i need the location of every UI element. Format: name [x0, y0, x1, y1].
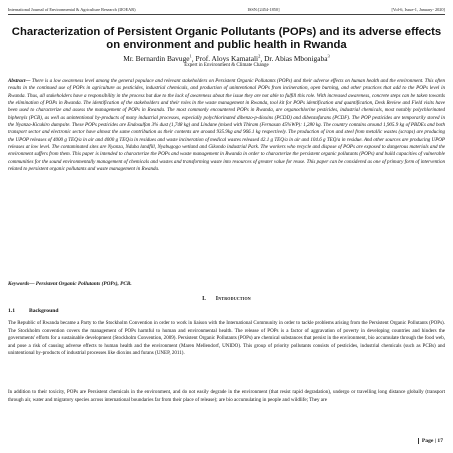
- affiliation: Expert in Environment & Climate Change: [184, 63, 269, 68]
- subsection-heading: [8, 308, 58, 314]
- abstract-label: Abstract—: [8, 78, 31, 84]
- volume-issue: [Vol-6, Issue-1, January- 2020]: [391, 7, 445, 12]
- section-title: Introduction: [215, 296, 251, 302]
- body-paragraph: The Republic of Rwanda became a Party to the Stockholm Convention in order to work in liaison with the International Community in order to tackle problems arising from the Persistent Organic Pollutants (POPs). The Stockholm convention covers the management of POPs harmful to human and environmental health. The release of POPs is a factor of aggravation of poverty in developing countries and hinders the governments' efforts for a sustainable development (Stockholm Convention, 2009). Persistent Organic Pollutants (POPs) are chemical substances that persist in the environment, bio accumulate through the food web, and pose a risk of causing adverse effects to human health and the environment (Maren Mellendorf, UNIDO). This group of priority pollutants consists of pesticides, industrial chemicals (such as PCBs) and unintentional by-products of industrial processes like dioxins and furans (UNEP, 2011).: [8, 320, 445, 357]
- running-header: [8, 7, 445, 15]
- author-3: Dr. Abias Mbonigaba$^3$: [264, 54, 330, 64]
- author-list: Mr. Bernardin Bavuge$^1$, Prof. Aloys Kamatali$^2$, Dr. Abias Mbonigaba$^3$: [123, 54, 330, 64]
- author-1-mark: 1: [189, 54, 192, 59]
- author-3-mark: 3: [327, 54, 330, 59]
- subsection-title: Background: [29, 308, 59, 314]
- issn: ISSN:[2454-1850]: [247, 7, 280, 12]
- subsection-number: 1.1: [8, 308, 15, 314]
- paper-title: Characterization of Persistent Organic Pollutants (POPs) and its adverse effects on environment and public health in Rwanda: [11, 26, 442, 51]
- author-2: Prof. Aloys Kamatali$^2$: [195, 54, 261, 64]
- abstract-text: There is a low awareness level among the general populace and relevant stakeholders on Persistent Organic Pollutants (POPs) and their adverse effects on human health and the environment. This often results in the continued use of POPs in agriculture as pesticides, industrial chemicals, and production of unintentional POPs from incineration, open burning, and other practices that add to the POPs level in Rwanda. Thus, all stakeholders have a responsibility in the process but due to the lack of awareness about the issue they are not able to fulfill this role. With increased awareness, concrete steps can be taken towards the elimination of POPs in Rwanda. The identification of the stakeholders and their roles in the waste management in Rwanda, tool kit for POPs identification and quantification, Desk Review and Field visits have been used to characterize and assess the management of POPs in Rwanda. The most commonly encountered POPs in Rwanda, are organochlorine pesticides, industrial chemicals, most notably polychlorinated biphenyls (PCB), as well as unintentional by-products of many industrial processes, especially polychlorinated dibenzo-p-dioxins (PCDD) and dibenzofurans (PCDF). The POP pesticides are temporarily stored in the Nyanza-Kicukiro dumpsite. These POPs pesticides are Endosulfan 3% dust (1,748 kg) and Lindane (mixed with Thiram (Fernasan 45%WP): 1,280 kg. The country contains around 1,905.9 kg of PBDEs and both transport sector and electronic sector have almost the same contribution as their contents are around 935.9kg and 966.1 kg respectively. The production of iron and steel from metallic wastes (scraps) are producing the UPOP releases of 4000 g TEQ/a in air and 4000 g TEQ/a in residues and waste incineration of medical wastes released 42.1 g TEQ/a in air and 104.6 g TEQ/a in residue. And other sources are producing UPOP releases at low level. The contaminated sites are Nyanza, Nduba landfill, Nyabugogo wetland and Gikondo industrial Park. The workers who recycle and dispose of POPs are exposed to dangerous materials and the environment suffers from them. This paper is intended to characterize the POPs and waste management in Rwanda in order to characterize the persistent organic pollutants (POPs) and build capacities of vulnerable communities for the sound environmentally management of chemicals and wastes and transforming waste into resources of greater value for reuse. This paper can be considered as one of primary form of intervention related to persistent organic pollutants and waste management in Rwanda.: [8, 78, 445, 173]
- keywords: Keywords— Persistent Organic Pollutants (POPs), PCB.: [8, 281, 132, 287]
- author-1: Mr. Bernardin Bavuge$^1$: [123, 54, 192, 64]
- section-heading: [8, 296, 445, 302]
- body-paragraph: In addition to their toxicity, POPs are Persistent chemicals in the environment, and do not easily degrade in the environment (that resist rapid degradation), undergo or travelling long distance globally (transport through air, water and migratory species across international boundaries far from their place of release); are bio accumulating in people and wildlife; They are: [8, 389, 445, 403]
- section-number: I.: [202, 296, 206, 302]
- author-2-mark: 2: [258, 54, 261, 59]
- page-number: Page | 17: [418, 438, 443, 444]
- journal-name: International Journal of Environmental & Agriculture Research (IJOEAR): [8, 7, 136, 12]
- abstract: [8, 78, 445, 173]
